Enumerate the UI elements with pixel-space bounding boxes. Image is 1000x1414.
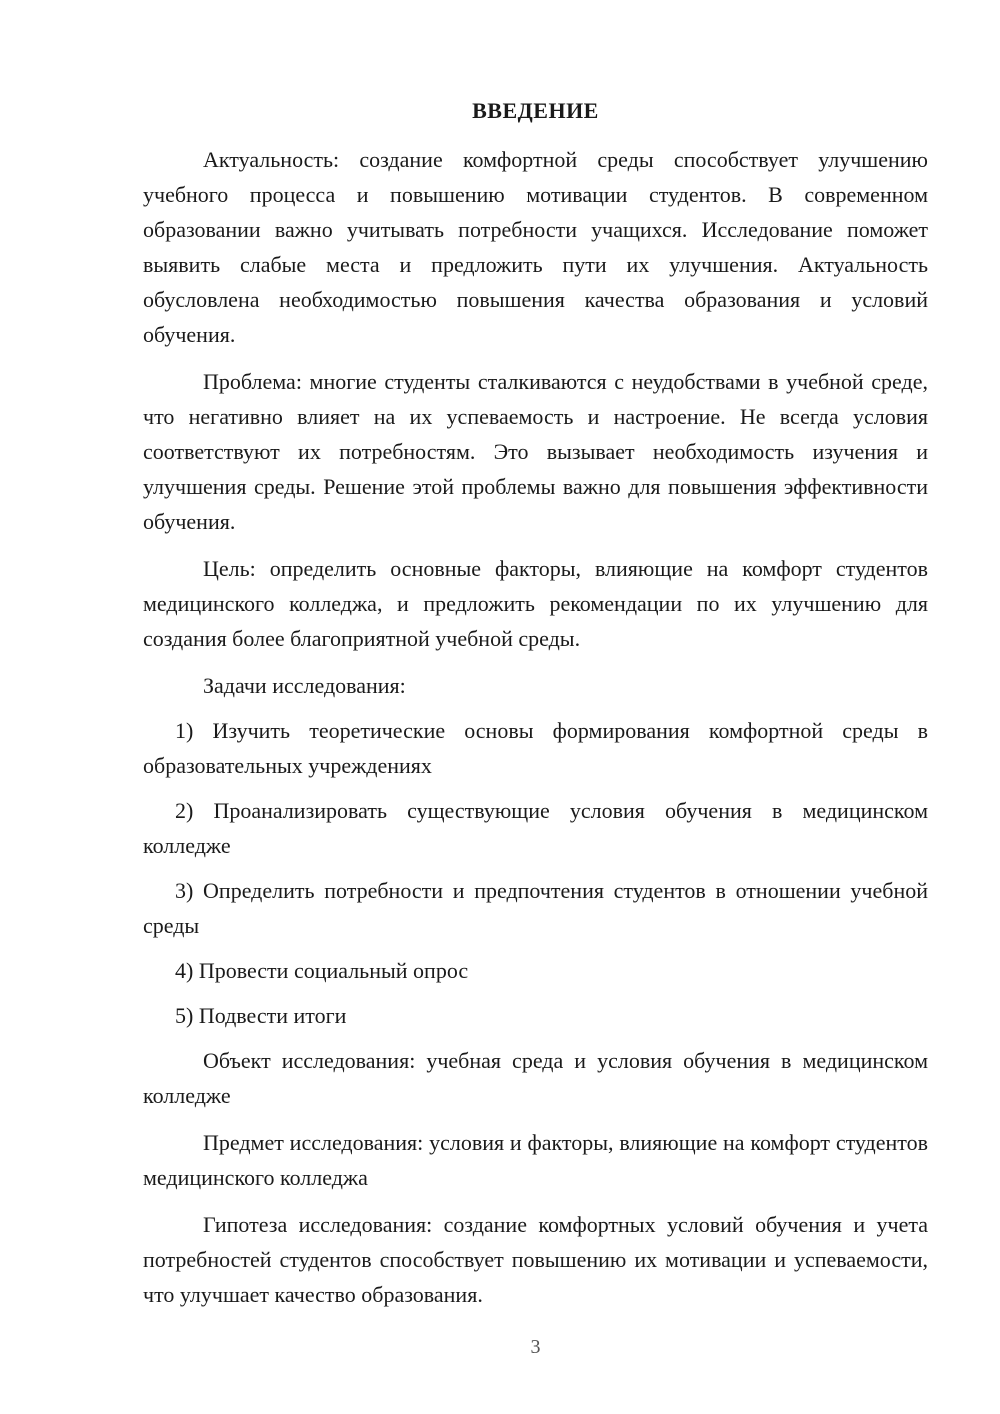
task-item-4: 4) Провести социальный опрос [175, 958, 469, 983]
tasks-list [143, 713, 928, 1033]
tasks-heading: Задачи исследования: [203, 673, 406, 698]
document-body [143, 142, 928, 1324]
research-subject-paragraph: Предмет исследования: условия и факторы, влияющие на комфорт студентов медицинского колледжа [143, 1130, 928, 1190]
task-item-2: 2) Проанализировать существующие условия обучения в медицинском колледже [143, 798, 928, 858]
task-item-3: 3) Определить потребности и предпочтения студентов в отношении учебной среды [143, 878, 928, 938]
task-item-1: 1) Изучить теоретические основы формирования комфортной среды в образовательных учреждениях [143, 718, 928, 778]
research-object-paragraph: Объект исследования: учебная среда и условия обучения в медицинском колледже [143, 1048, 928, 1108]
task-item-5: 5) Подвести итоги [175, 1003, 347, 1028]
goal-paragraph: Цель: определить основные факторы, влияющие на комфорт студентов медицинского колледжа, и предложить рекомендации по их улучшению для создания более благоприятной учебной среды. [143, 556, 928, 651]
relevance-paragraph: Актуальность: создание комфортной среды способствует улучшению учебного процесса и повышению мотивации студентов. В современном образовании важно учитывать потребности учащихся. Исследование поможет выявить слабые места и предложить пути их улучшения. Актуальность обусловлена необходимостью повышения качества образования и условий обучения. [143, 147, 928, 347]
research-hypothesis-paragraph: Гипотеза исследования: создание комфортных условий обучения и учета потребностей студентов способствует повышению их мотивации и успеваемости, что улучшает качество образования. [143, 1212, 928, 1307]
page-number: 3 [530, 1336, 541, 1358]
section-title: ВВЕДЕНИЕ [472, 98, 599, 123]
problem-paragraph: Проблема: многие студенты сталкиваются с неудобствами в учебной среде, что негативно влияет на их успеваемость и настроение. Не всегда условия соответствуют их потребностям. Это вызывает необходимость изучения и улучшения среды. Решение этой проблемы важно для повышения эффективности обучения. [143, 369, 928, 534]
